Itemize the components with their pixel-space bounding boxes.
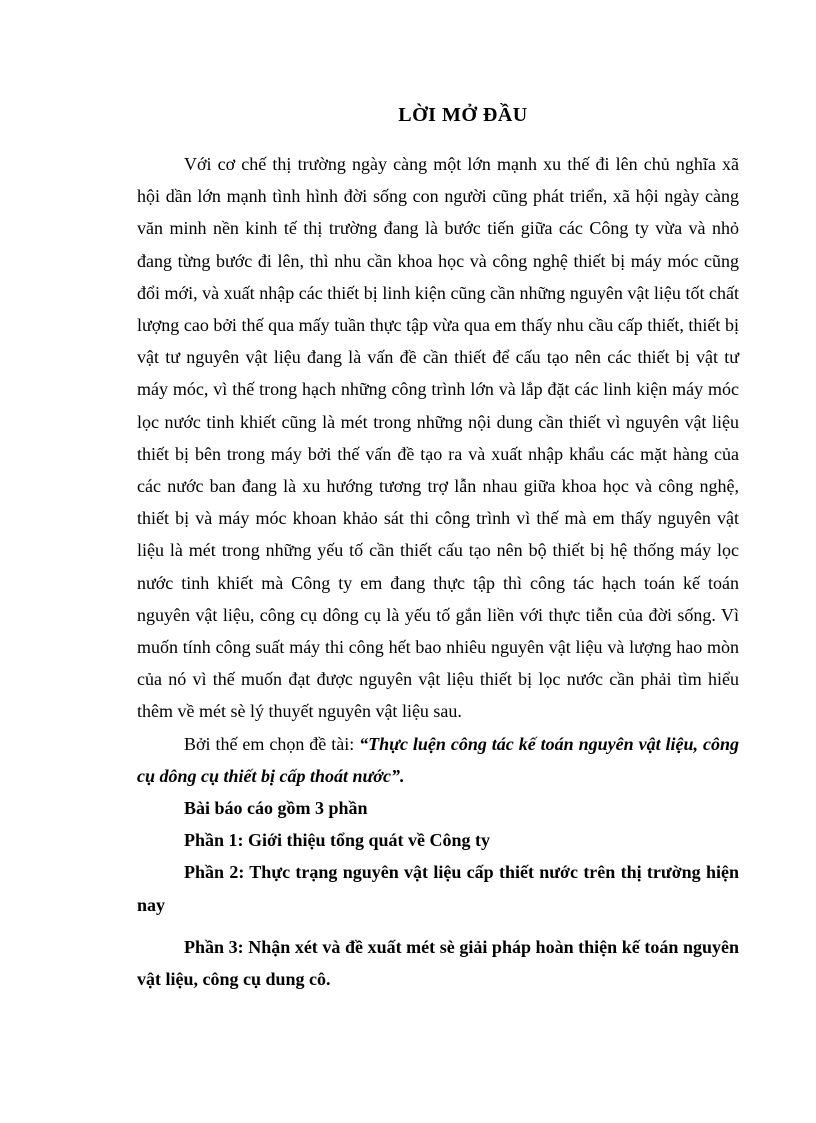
report-intro: Bài báo cáo gồm 3 phần [184, 798, 368, 819]
document-body [137, 148, 739, 995]
page-title: LỜI MỞ ĐẦU [398, 104, 528, 126]
topic-title: “Thực luện công tác kế toán nguyên vật liệu, công cụ dông cụ thiết bị cấp thoát nước”. [137, 733, 739, 786]
part-1: Phần 1: Giới thiệu tổng quát về Công ty [184, 830, 490, 851]
part-3: Phần 3: Nhận xét và đề xuất mét sè giải pháp hoàn thiện kế toán nguyên vật liệu, công cụ dung cô. [137, 936, 739, 990]
topic-paragraph [137, 728, 739, 792]
topic-lead: Bởi thế em chọn đề tài: [184, 733, 360, 754]
intro-paragraph: Với cơ chế thị trường ngày càng một lớn mạnh xu thế đi lên chủ nghĩa xã hội dần lớn mạnh tình hình đời sống con người cũng phát triển, xã hội ngày càng văn minh nền kinh tế thị trường đang là bước tiến giữa các Công ty vừa và nhỏ đang từng bước đi lên, thì nhu cần khoa học và công nghệ thiết bị máy móc cũng đổi mới, và xuất nhập các thiết bị linh kiện cũng cần những nguyên vật liệu tốt chất lượng cao bởi thế qua mấy tuần thực tập vừa qua em thấy nhu cầu cấp thiết, thiết bị vật tư nguyên vật liệu đang là vấn đề cần thiết để cấu tạo nên các thiết bị vật tư máy móc, vì thế trong hạch những công trình lớn và lắp đặt các linh kiện máy móc lọc nước tinh khiết cũng là mét trong những nội dung cần thiết vì nguyên vật liệu thiết bị bên trong máy bởi thế vấn đề tạo ra và xuất nhập khẩu các mặt hàng của các nước ban đang là xu hướng tương trợ lẫn nhau giữa khoa học và công nghệ, thiết bị và máy móc khoan khảo sát thi công trình vì thế mà em thấy nguyên vật liệu là mét trong những yếu tố cần thiết cấu tạo nên bộ thiết bị hệ thống máy lọc nước tinh khiết mà Công ty em đang thực tập thì công tác hạch toán kế toán nguyên vật liệu, công cụ dông cụ là yếu tố gắn liền với thực tiễn của đời sống. Vì muốn tính công suất máy thi công hết bao nhiêu nguyên vật liệu và lượng hao mòn của nó vì thế muốn đạt được nguyên vật liệu thiết bị lọc nước cần phải tìm hiểu thêm về mét sè lý thuyết nguyên vật liệu sau. [137, 154, 739, 722]
part-2: Phần 2: Thực trạng nguyên vật liệu cấp thiết nước trên thị trường hiện nay [137, 862, 739, 915]
